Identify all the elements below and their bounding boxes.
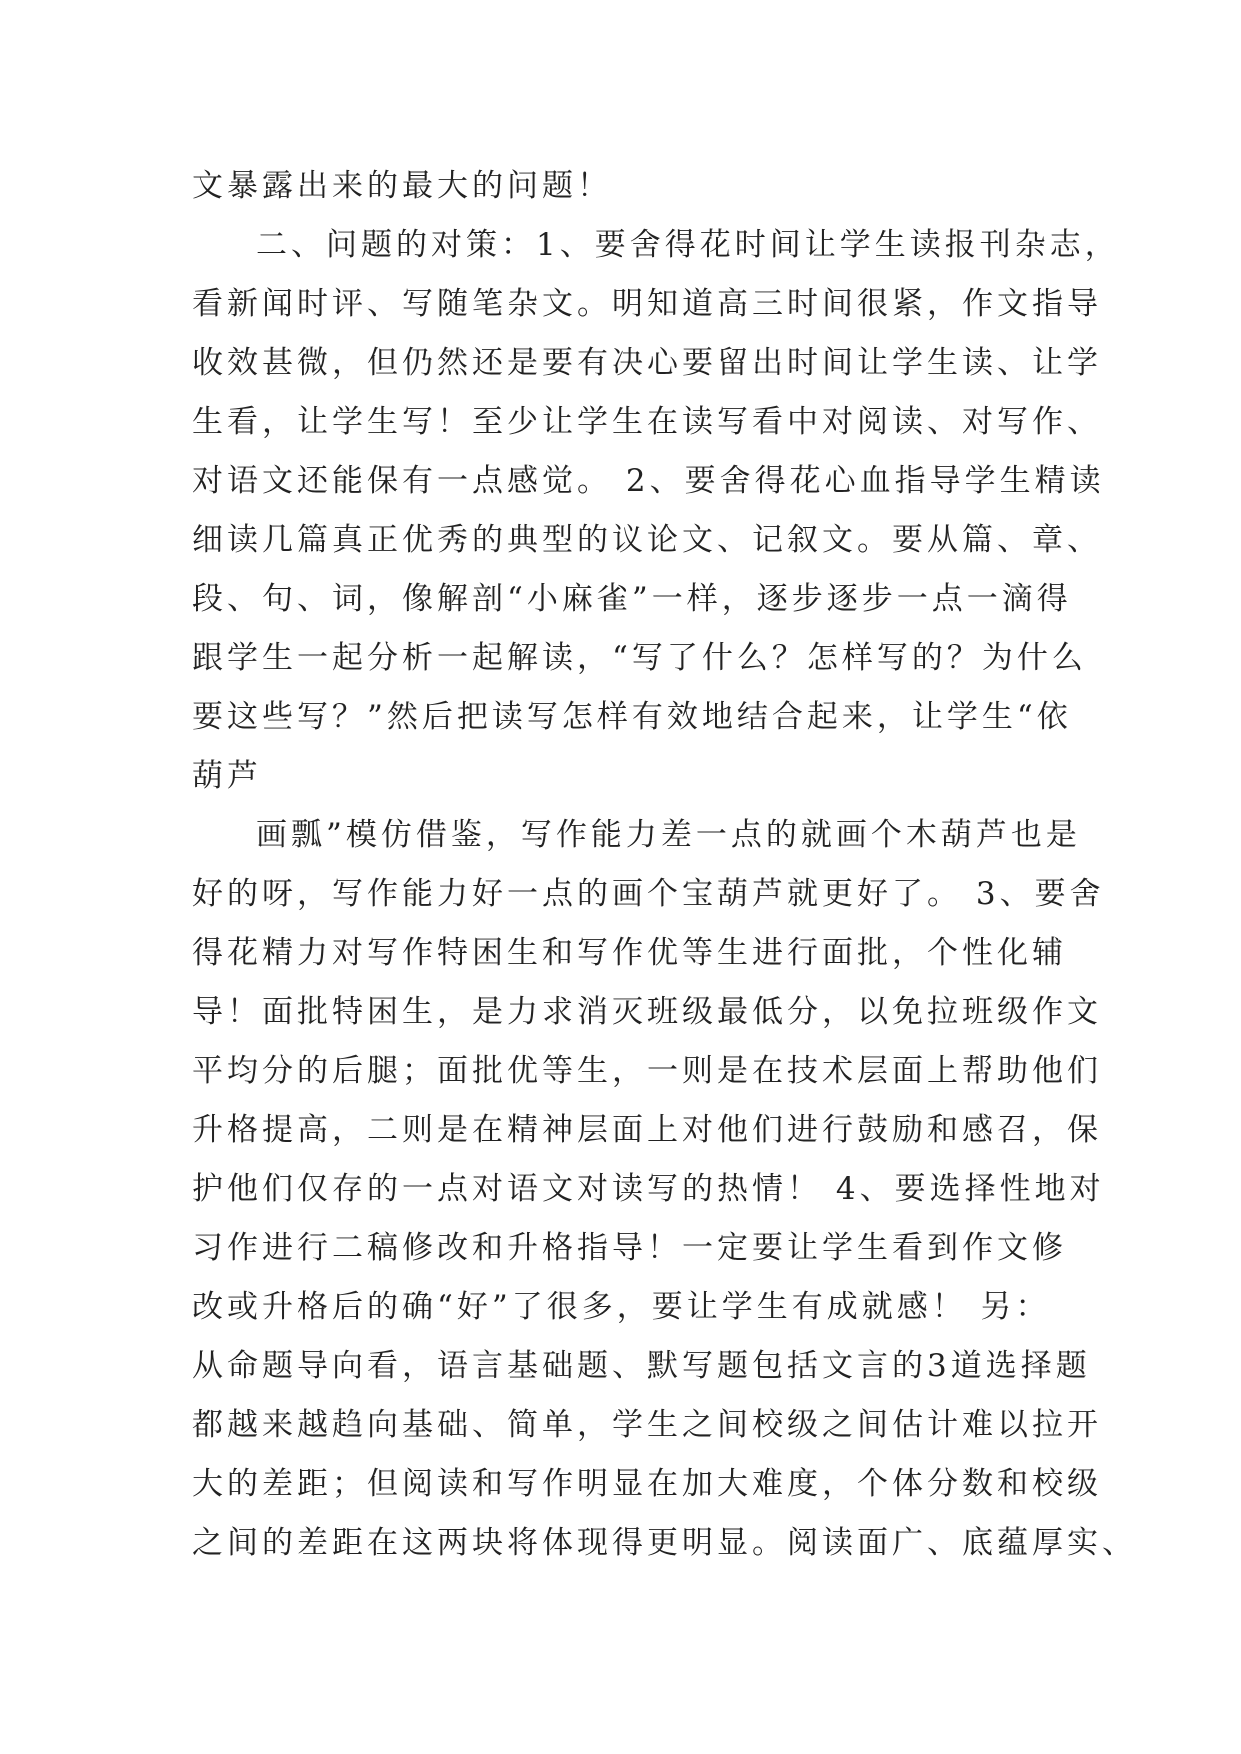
text-line: 收效甚微，但仍然还是要有决心要留出时间让学生读、让学 — [192, 345, 1102, 381]
text-line: 画瓢”模仿借鉴，写作能力差一点的就画个木葫芦也是 — [256, 817, 1081, 853]
text-line: 段、句、词，像解剖“小麻雀”一样，逐步逐步一点一滴得 — [192, 581, 1072, 617]
text-line: 得花精力对写作特困生和写作优等生进行面批，个性化辅 — [192, 935, 1067, 971]
text-line: 生看，让学生写！至少让学生在读写看中对阅读、对写作、 — [192, 404, 1102, 440]
text-line: 平均分的后腿；面批优等生，一则是在技术层面上帮助他们 — [192, 1053, 1102, 1089]
text-line: 习作进行二稿修改和升格指导！一定要让学生看到作文修 — [192, 1230, 1067, 1266]
text-line: 升格提高，二则是在精神层面上对他们进行鼓励和感召，保 — [192, 1112, 1102, 1148]
text-line: 葫芦 — [192, 758, 262, 794]
text-line: 导！面批特困生，是力求消灭班级最低分，以免拉班级作文 — [192, 994, 1102, 1030]
text-line: 都越来越趋向基础、简单，学生之间校级之间估计难以拉开 — [192, 1407, 1102, 1443]
text-line: 细读几篇真正优秀的典型的议论文、记叙文。要从篇、章、 — [192, 522, 1102, 558]
text-line: 文暴露出来的最大的问题！ — [192, 168, 612, 204]
text-line: 对语文还能保有一点感觉。 2、要舍得花心血指导学生精读 — [192, 463, 1105, 499]
text-line: 大的差距；但阅读和写作明显在加大难度，个体分数和校级 — [192, 1466, 1102, 1502]
text-line: 看新闻时评、写随笔杂文。明知道高三时间很紧，作文指导 — [192, 286, 1102, 322]
text-line: 护他们仅存的一点对语文对读写的热情！ 4、要选择性地对 — [192, 1171, 1105, 1207]
text-line: 要这些写？”然后把读写怎样有效地结合起来，让学生“依 — [192, 699, 1072, 735]
text-line: 之间的差距在这两块将体现得更明显。阅读面广、底蕴厚实、 — [192, 1525, 1137, 1561]
text-line: 从命题导向看，语言基础题、默写题包括文言的3道选择题 — [192, 1348, 1091, 1384]
text-line: 改或升格后的确“好”了很多，要让学生有成就感！ 另： — [192, 1289, 1051, 1325]
text-line: 二、问题的对策：1、要舍得花时间让学生读报刊杂志， — [256, 227, 1120, 263]
text-line: 好的呀，写作能力好一点的画个宝葫芦就更好了。 3、要舍 — [192, 876, 1105, 912]
text-line: 跟学生一起分析一起解读，“写了什么？怎样写的？为什么 — [192, 640, 1087, 676]
